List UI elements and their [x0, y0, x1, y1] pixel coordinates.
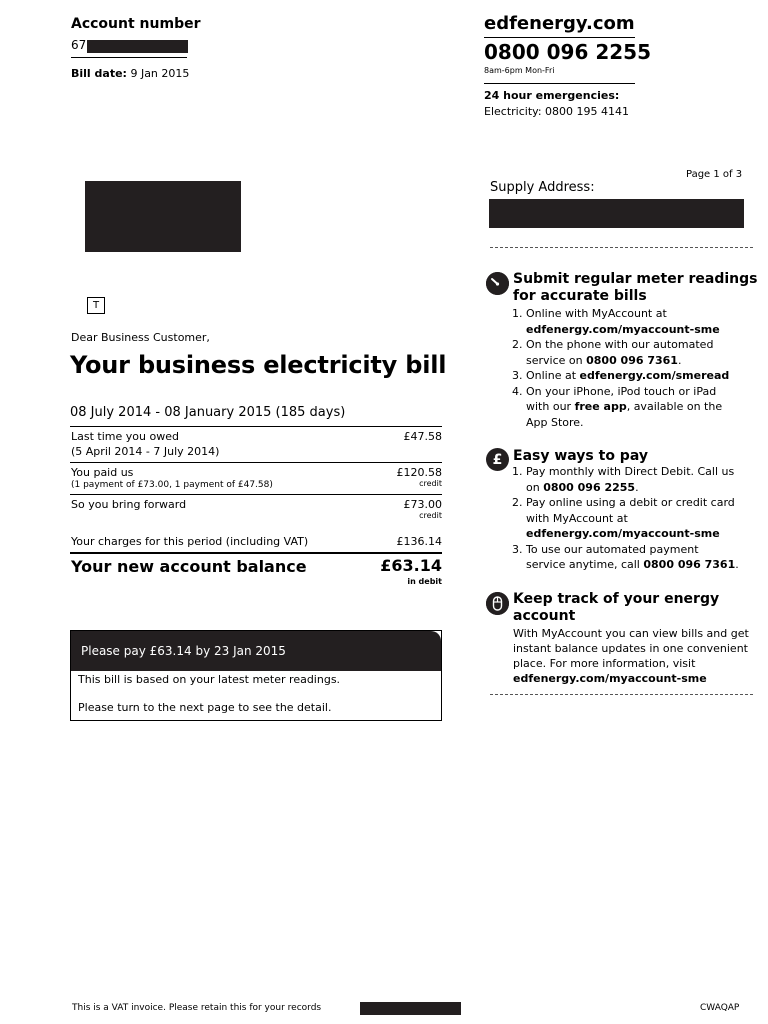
- row-label-last-owed: Last time you owed: [71, 430, 179, 443]
- free-app-text: free app: [574, 400, 627, 413]
- list-text: Pay online using a debit or credit card: [526, 496, 735, 509]
- redacted-supply-address: [489, 199, 744, 228]
- list-number: 4.: [512, 384, 523, 398]
- list-text: Online at: [526, 369, 580, 382]
- list-text: [526, 399, 752, 415]
- meter-readings-title-line2: for accurate bills: [513, 288, 647, 304]
- divider: [484, 37, 635, 38]
- row-amount-charges: £136.14: [396, 535, 442, 548]
- divider: [70, 462, 442, 463]
- account-number-prefix: 67: [71, 38, 87, 52]
- list-text: .: [677, 353, 682, 367]
- account-number-label: Account number: [71, 16, 201, 32]
- document-code: CWAQAP: [700, 1003, 740, 1013]
- meter-readings-title: [513, 271, 757, 305]
- meter-readings-title-line1: Submit regular meter readings: [513, 271, 758, 287]
- phone-number: 0800 096 2255: [484, 40, 652, 64]
- opening-hours: 8am-6pm Mon-Fri: [484, 66, 555, 75]
- list-text: [526, 557, 752, 573]
- redacted-address: [85, 181, 241, 252]
- automated-phone: 0800 096 7361: [586, 353, 678, 367]
- list-number: 1.: [512, 465, 523, 478]
- list-text: [526, 368, 752, 384]
- list-text: , available on the: [626, 400, 723, 413]
- list-text: with MyAccount at: [526, 511, 628, 525]
- list-item: [512, 337, 752, 368]
- row-note-brought-forward: credit: [419, 511, 442, 520]
- keep-track-title: [513, 591, 719, 625]
- list-text: To use our automated payment: [526, 542, 699, 556]
- t-marker-box: T: [87, 297, 105, 314]
- divider-thick: [70, 552, 442, 554]
- pound-icon: £: [486, 448, 509, 471]
- list-text: Online with MyAccount at: [526, 307, 667, 320]
- balance-amount: £63.14: [380, 556, 442, 575]
- easy-pay-title: Easy ways to pay: [513, 448, 648, 464]
- payment-note-readings: This bill is based on your latest meter readings.: [78, 673, 341, 686]
- myaccount-link[interactable]: edfenergy.com/myaccount-sme: [526, 322, 720, 336]
- redaction-bar: [360, 1002, 461, 1015]
- list-text: App Store.: [526, 415, 584, 429]
- billing-period: 08 July 2014 - 08 January 2015 (185 days): [70, 405, 346, 420]
- payment-due-box: [70, 630, 442, 721]
- list-number: 2.: [512, 496, 523, 509]
- bill-date: [71, 67, 189, 80]
- list-text: with our: [526, 400, 575, 413]
- bill-date-value: 9 Jan 2015: [130, 67, 190, 80]
- row-amount-last-owed: £47.58: [403, 430, 442, 443]
- emergency-phone: Electricity: 0800 195 4141: [484, 105, 630, 118]
- page-number: Page 1 of 3: [686, 169, 743, 180]
- smeread-link[interactable]: edfenergy.com/smeread: [579, 369, 730, 382]
- list-number: 3.: [512, 369, 523, 382]
- list-text: [526, 353, 752, 369]
- list-text: [526, 480, 752, 496]
- list-text: Pay monthly with Direct Debit. Call us: [526, 465, 735, 478]
- divider: [71, 57, 187, 58]
- payment-due-heading: Please pay £63.14 by 23 Jan 2015: [71, 631, 441, 671]
- list-item: [512, 495, 752, 542]
- row-note-paid: credit: [419, 479, 442, 488]
- paragraph-line: place. For more information, visit: [513, 657, 696, 670]
- list-number: 1.: [512, 307, 523, 320]
- balance-label: Your new account balance: [71, 557, 307, 576]
- meter-readings-list: [512, 306, 752, 430]
- list-number: 3.: [512, 542, 523, 556]
- balance-note: in debit: [407, 577, 442, 586]
- list-text: On your iPhone, iPod touch or iPad: [526, 384, 717, 398]
- website: edfenergy.com: [484, 13, 635, 34]
- list-item: [512, 368, 752, 384]
- list-item: [512, 306, 752, 337]
- row-sub-last-owed: (5 April 2014 - 7 July 2014): [71, 445, 220, 458]
- myaccount-link[interactable]: edfenergy.com/myaccount-sme: [526, 527, 720, 540]
- greeting: Dear Business Customer,: [71, 331, 210, 344]
- list-number: 2.: [512, 338, 523, 351]
- row-sub-paid: (1 payment of £73.00, 1 payment of £47.58): [71, 480, 273, 490]
- divider: [70, 426, 442, 427]
- list-text: .: [735, 558, 739, 571]
- redaction-bar: [87, 40, 188, 53]
- list-text: service anytime, call: [526, 558, 644, 571]
- direct-debit-phone: 0800 096 2255: [543, 480, 636, 494]
- keep-track-title-line2: account: [513, 608, 576, 624]
- list-text: .: [635, 480, 639, 494]
- row-label-brought-forward: So you bring forward: [71, 498, 187, 511]
- vat-invoice-note: This is a VAT invoice. Please retain this for your records: [72, 1003, 322, 1013]
- mouse-icon: [486, 592, 509, 615]
- row-amount-brought-forward: £73.00: [403, 498, 442, 511]
- bill-date-label: Bill date:: [71, 67, 127, 80]
- dashed-divider: [490, 247, 753, 248]
- list-item: [512, 464, 752, 495]
- list-text: on: [526, 480, 544, 494]
- list-item: [512, 542, 752, 573]
- divider: [70, 494, 442, 495]
- row-label-paid: You paid us: [71, 466, 134, 479]
- keep-track-title-line1: Keep track of your energy: [513, 591, 720, 607]
- keep-track-paragraph: [513, 626, 751, 686]
- payment-note-next-page: Please turn to the next page to see the detail.: [78, 701, 332, 714]
- divider: [484, 83, 635, 84]
- easy-pay-list: [512, 464, 752, 573]
- emergency-label: 24 hour emergencies:: [484, 89, 620, 102]
- list-text: On the phone with our automated: [526, 338, 714, 351]
- paragraph-line: With MyAccount you can view bills and get: [513, 627, 749, 640]
- row-amount-paid: £120.58: [396, 466, 442, 479]
- dashed-divider: [490, 694, 753, 695]
- myaccount-link[interactable]: edfenergy.com/myaccount-sme: [513, 672, 707, 685]
- paragraph-line: instant balance updates in one convenient: [513, 642, 748, 655]
- supply-address-label: Supply Address:: [490, 180, 595, 195]
- list-item: [512, 384, 752, 431]
- automated-payment-phone: 0800 096 7361: [643, 558, 736, 571]
- row-label-charges: Your charges for this period (including VAT): [71, 535, 309, 548]
- meter-gauge-icon: [486, 272, 509, 295]
- bill-title: Your business electricity bill: [70, 351, 447, 379]
- list-text: service on: [526, 353, 587, 367]
